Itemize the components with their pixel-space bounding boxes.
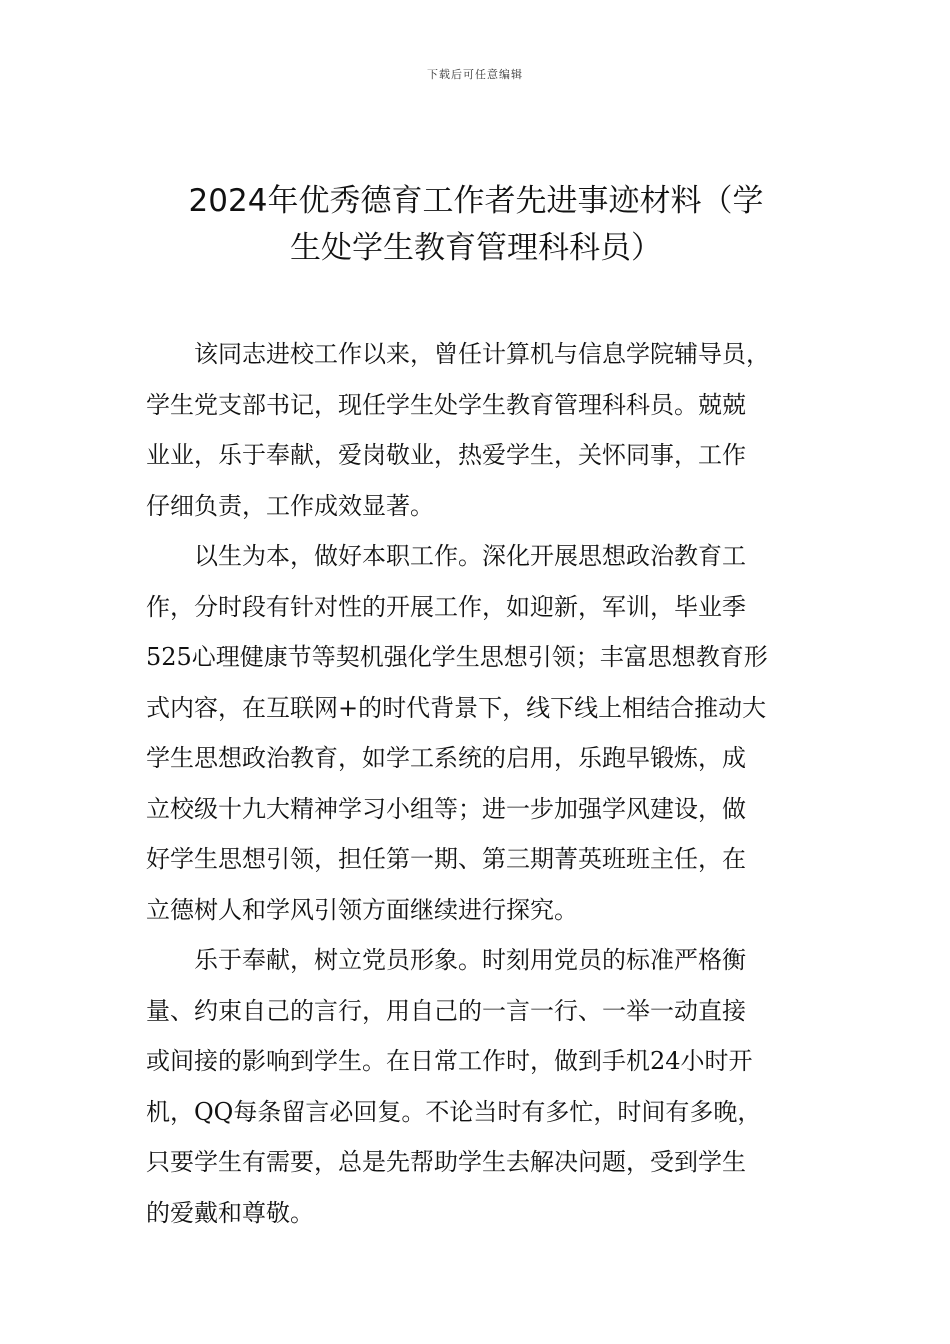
paragraph-line: 立校级十九大精神学习小组等；进一步加强学风建设，做 bbox=[146, 794, 746, 823]
paragraph-3 bbox=[146, 935, 810, 1238]
paragraph-line: 式内容，在互联网+的时代背景下，线下线上相结合推动大 bbox=[146, 693, 767, 722]
paragraph-line: 只要学生有需要，总是先帮助学生去解决问题，受到学生 bbox=[146, 1148, 746, 1176]
paragraph-line: 学生思想政治教育，如学工系统的启用，乐跑早锻炼，成 bbox=[146, 744, 746, 772]
paragraph-line: 的爱戴和尊敬。 bbox=[146, 1198, 314, 1227]
paragraph-line: 仔细负责，工作成效显著。 bbox=[146, 491, 434, 520]
document-body bbox=[146, 329, 810, 1238]
paragraph-line: 525心理健康节等契机强化学生思想引领；丰富思想教育形 bbox=[146, 643, 768, 671]
paragraph-line: 业业，乐于奉献，爱岗敬业，热爱学生，关怀同事，工作 bbox=[146, 441, 746, 469]
paragraph-line: 以生为本，做好本职工作。深化开展思想政治教育工 bbox=[194, 542, 746, 570]
paragraph-2 bbox=[146, 531, 810, 935]
paragraph-line: 立德树人和学风引领方面继续进行探究。 bbox=[146, 895, 578, 924]
paragraph-1 bbox=[146, 329, 810, 531]
paragraph-line: 机，QQ每条留言必回复。不论当时有多忙，时间有多晚， bbox=[146, 1097, 762, 1126]
paragraph-line: 作，分时段有针对性的开展工作，如迎新，军训，毕业季 bbox=[146, 592, 746, 621]
page-header-note: 下载后可任意编辑 bbox=[427, 68, 523, 81]
document-title bbox=[146, 178, 806, 272]
paragraph-line: 好学生思想引领，担任第一期、第三期菁英班班主任，在 bbox=[146, 845, 746, 873]
title-line-1: 2024年优秀德育工作者先进事迹材料（学 bbox=[188, 183, 764, 219]
paragraph-line: 量、约束自己的言行，用自己的一言一行、一举一动直接 bbox=[146, 996, 746, 1025]
paragraph-line: 该同志进校工作以来，曾任计算机与信息学院辅导员， bbox=[194, 340, 770, 368]
paragraph-line: 或间接的影响到学生。在日常工作时，做到手机24小时开 bbox=[146, 1047, 753, 1075]
paragraph-line: 乐于奉献，树立党员形象。时刻用党员的标准严格衡 bbox=[194, 946, 746, 974]
title-line-2: 生处学生教育管理科科员） bbox=[290, 230, 662, 266]
paragraph-line: 学生党支部书记，现任学生处学生教育管理科科员。兢兢 bbox=[146, 390, 746, 419]
